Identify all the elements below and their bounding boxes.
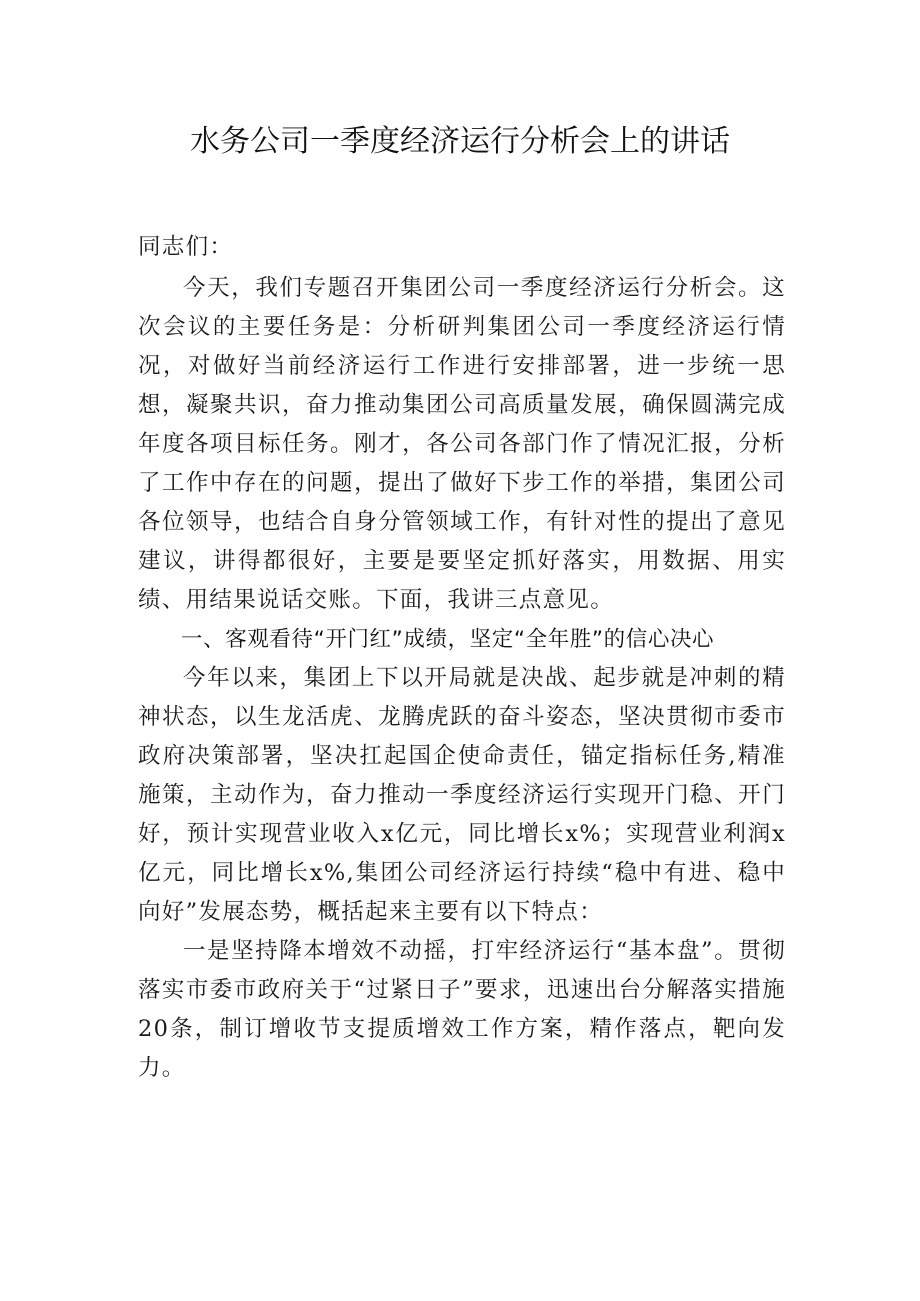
document-body (138, 228, 786, 1088)
section-paragraph: 今年以来，集团上下以开局就是决战、起步就是冲刺的精神状态，以生龙活虎、龙腾虎跃的奋斗姿态，坚决贯彻市委市政府决策部署，坚决扛起国企使命责任，锚定指标任务,精准施策，主动作为，奋力推动一季度经济运行实现开门稳、开门好，预计实现营业收入x亿元，同比增长x%；实现营业利润x亿元，同比增长x%,集团公司经济运行持续“稳中有进、稳中向好”发展态势，概括起来主要有以下特点： (138, 665, 786, 925)
salutation: 同志们： (138, 234, 234, 260)
document-title: 水务公司一季度经济运行分析会上的讲话 (190, 124, 730, 159)
intro-paragraph: 今天，我们专题召开集团公司一季度经济运行分析会。这次会议的主要任务是：分析研判集团公司一季度经济运行情况，对做好当前经济运行工作进行安排部署，进一步统一思想，凝聚共识，奋力推动集团公司高质量发展，确保圆满完成年度各项目标任务。刚才，各公司各部门作了情况汇报，分析了工作中存在的问题，提出了做好下步工作的举措，集团公司各位领导，也结合自身分管领域工作，有针对性的提出了意见建议，讲得都很好，主要是要坚定抓好落实，用数据、用实绩、用结果说话交账。下面，我讲三点意见。 (138, 275, 786, 613)
section-paragraph: 一是坚持降本增效不动摇，打牢经济运行“基本盘”。贯彻落实市委市政府关于“过紧日子”要求，迅速出台分解落实措施20条，制订增收节支提质增效工作方案，精作落点，靶向发力。 (138, 938, 786, 1081)
section-heading: 一、客观看待“开门红”成绩，坚定“全年胜”的信心决心 (181, 627, 715, 652)
